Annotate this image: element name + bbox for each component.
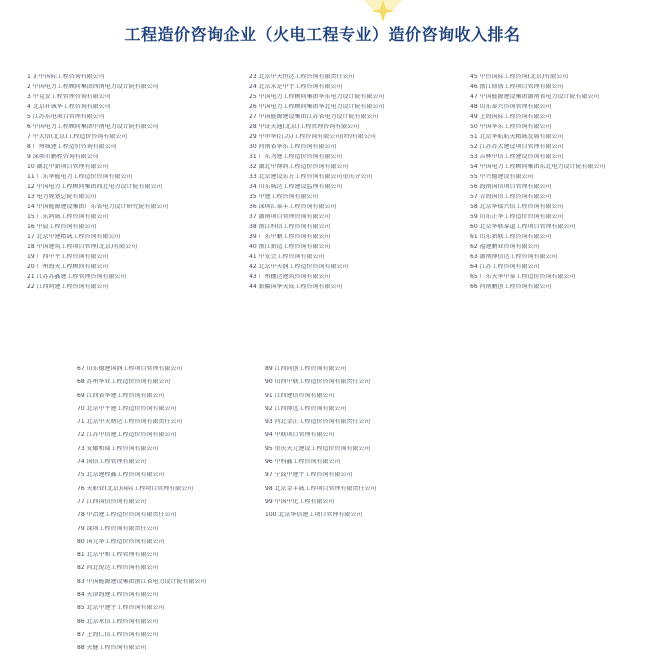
ranking-item: 98 北京金丰诚工程项目管理有限责任公司: [265, 485, 377, 492]
ranking-item: 50 中国华东工程咨询有限公司: [470, 124, 552, 130]
ranking-item: 51 北京华航航天精诚发展有限公司: [470, 134, 564, 140]
ranking-item: 28 中证天通(北京)工程管理咨询有限公司: [249, 124, 360, 130]
ranking-item: 5 江苏东电项目管理有限公司: [27, 114, 105, 120]
ranking-item: 36 深圳汇泰丰工程咨询有限公司: [249, 204, 337, 210]
page-title: 工程造价咨询企业（火电工程专业）造价咨询收入排名: [124, 25, 521, 44]
ranking-item: 65 广东天华中泰工程造价咨询有限公司: [470, 274, 576, 280]
ranking-item: 4 北京祥诚华工程咨询有限公司: [27, 104, 111, 110]
ranking-item: 67 山东德建国润工程项目管理有限公司: [77, 366, 183, 372]
ranking-column-1: [27, 74, 169, 294]
ranking-item: 96 中科鑫工程咨询有限公司: [265, 459, 341, 466]
ranking-item: 25 中国电力工程顾问集团华东电力设计院有限公司: [249, 94, 385, 100]
ranking-item: 22 江西鸿建工程咨询有限公司: [27, 284, 109, 290]
ranking-item: 100 北京华信建工项目管理有限公司: [265, 512, 363, 519]
ranking-item: 54 中国电力工程顾问集团东北电力设计院有限公司: [470, 164, 606, 170]
ranking-item: 61 山东新联工程咨询有限公司: [470, 234, 552, 240]
ranking-item: 33 北京建设东方工程咨询有限公司重庆分公司: [249, 174, 373, 180]
sparkle-decoration: [362, 0, 404, 22]
ranking-item: 62 福建鹏业咨询有限公司: [470, 244, 540, 250]
ranking-item: 43 广州穗达建筑咨询有限公司: [249, 274, 331, 280]
ranking-item: 63 湖南博信达工程咨询有限公司: [470, 254, 558, 260]
ranking-item: 75 北京建程鑫工程咨询有限公司: [77, 472, 165, 479]
ranking-item: 91 江西建信咨询有限公司: [265, 392, 335, 399]
ranking-item: 92 江西博远工程咨询有限公司: [265, 405, 347, 412]
ranking-item: 26 中国电力工程顾问集团华北电力设计院有限公司: [249, 104, 385, 110]
ranking-item: 68 苏州华业工程造价咨询有限公司: [77, 379, 171, 386]
ranking-item: 44 新疆国华天成工程咨询有限公司: [249, 284, 343, 290]
ranking-item: 60 北京华联泰道工程项目管理有限公司: [470, 224, 576, 230]
ranking-item: 56 海南国信项目管理有限公司: [470, 184, 552, 190]
ranking-item: 95 重庆天元建设工程造价咨询有限公司: [265, 445, 371, 452]
ranking-item: 46 浙江鼎盛工程项目管理有限公司: [470, 84, 564, 90]
ranking-item: 97 宁波中建宇工程咨询有限公司: [265, 472, 353, 479]
ranking-item: 71 北京中天财达工程咨询有限责任公司: [77, 419, 183, 426]
ranking-item: 83 中国能源建设集团浙江省电力设计院有限公司: [77, 578, 207, 585]
ranking-item: 24 北京求是中宇工程咨询有限公司: [249, 84, 343, 90]
ranking-item: 87 上海仁信工程咨询有限公司: [77, 631, 159, 638]
ranking-item: 72 江苏中信建工程造价咨询有限公司: [77, 432, 177, 439]
ranking-item: 40 浙江新造工程咨询有限公司: [249, 244, 331, 250]
ranking-item: 70 北京中平建工程造价咨询有限公司: [77, 405, 177, 412]
ranking-item: 7 中大信(北京)工程造价咨询有限公司: [27, 134, 128, 140]
ranking-item: 23 北京中天恒达工程咨询有限责任公司: [249, 74, 355, 80]
ranking-item: 21 江苏苏鑫建工程管理咨询有限公司: [27, 274, 127, 280]
ranking-item: 52 江苏苏大建设项目管理有限公司: [470, 144, 564, 150]
ranking-item: 74 国信工程管理有限公司: [77, 459, 147, 466]
ranking-item: 89 江西同创工程咨询有限公司: [265, 366, 347, 372]
ranking-item: 82 河北锐达工程咨询有限公司: [77, 565, 159, 572]
ranking-item: 10 湖北中新项目管理有限公司: [27, 164, 109, 170]
ranking-item: 29 中审华(江苏)工程咨询有限公司(特)有限公司: [249, 134, 376, 140]
ranking-item: 78 中冶建工程造价咨询有限责任公司: [77, 512, 177, 519]
ranking-item: 35 中建工程咨询有限公司: [249, 194, 319, 200]
ranking-item: 77 江西国信咨询有限公司: [77, 498, 147, 505]
ranking-column-4: [77, 366, 207, 659]
ranking-item: 57 青海国信工程咨询有限公司: [470, 194, 552, 200]
ranking-item: 37 湖南项目管理咨询有限公司: [249, 214, 331, 220]
ranking-item: 81 北京中和工程管理有限公司: [77, 552, 159, 559]
ranking-item: 59 山东正华工程造价咨询有限公司: [470, 214, 564, 220]
ranking-item: 41 中安会工程咨询有限公司: [249, 254, 325, 260]
ranking-item: 39 广东中鹏工程咨询有限公司: [249, 234, 331, 240]
ranking-item: 47 中国能源建设集团湖南省电力设计院有限公司: [470, 94, 600, 100]
ranking-item: 11 广东华能电力工程造价咨询有限公司: [27, 174, 133, 180]
ranking-item: 86 北京永信工程咨询有限公司: [77, 618, 159, 625]
ranking-item: 32 湖北中博鸿工程造价咨询有限公司: [249, 164, 349, 170]
ranking-item: 99 中国中化工程有限公司: [265, 498, 335, 505]
ranking-item: 45 中咨国际工程咨询(北京)有限公司: [470, 74, 569, 80]
ranking-item: 88 天健工程咨询有限公司: [77, 645, 147, 652]
ranking-item: 76 天职业(北京)国际工程项目管理有限公司: [77, 485, 194, 492]
ranking-item: 2 中国电力工程顾问集团西南电力设计院有限公司: [27, 84, 159, 90]
ranking-item: 16 中晨工程咨询有限公司: [27, 224, 97, 230]
ranking-item: 27 中国能源建设集团江苏省电力设计院有限公司: [249, 114, 379, 120]
ranking-item: 48 山东泰兴咨询管理有限公司: [470, 104, 552, 110]
ranking-item: 15 广东鸿诚工程咨询有限公司: [27, 214, 109, 220]
ranking-item: 85 北京中建宇工程咨询有限公司: [77, 605, 165, 612]
ranking-item: 79 深圳工程咨询有限责任公司: [77, 525, 159, 532]
ranking-item: 6 中国电力工程顾问集团中南电力设计院有限公司: [27, 124, 159, 130]
ranking-item: 94 中联项目管理有限公司: [265, 432, 335, 439]
ranking-item: 30 河南省华东工程咨询有限公司: [249, 144, 337, 150]
ranking-item: 3 中竞发工程管理咨询有限公司: [27, 94, 111, 100]
ranking-item: 66 河南鹏创工程咨询有限公司: [470, 284, 552, 290]
ranking-column-5: [265, 366, 377, 526]
ranking-item: 58 北京华瑞兴信工程咨询有限公司: [470, 204, 564, 210]
ranking-item: 9 深圳市鹏程咨询有限公司: [27, 154, 99, 160]
ranking-item: 8 广州城建工程造价咨询有限公司: [27, 144, 117, 150]
ranking-item: 73 安徽和瑞工程咨询有限公司: [77, 445, 159, 452]
ranking-item: 84 天津海建工程咨询有限公司: [77, 592, 159, 599]
ranking-item: 17 北京中建精诚工程咨询有限公司: [27, 234, 121, 240]
ranking-item: 14 中国能源建设集团广东省电力设计研究院有限公司: [27, 204, 169, 210]
ranking-item: 31 广东为建工程造价咨询有限公司: [249, 154, 343, 160]
ranking-item: 64 江苏工程咨询有限公司: [470, 264, 540, 270]
ranking-item: 18 中国建筑工程项目管理(北京)有限公司: [27, 244, 138, 250]
ranking-item: 20 广州海天工程顾问有限公司: [27, 264, 109, 270]
ranking-column-3: [470, 74, 606, 294]
ranking-item: 34 山东城达工程建设监理有限公司: [249, 184, 343, 190]
ranking-item: 1 正中国际工程咨询有限公司: [27, 74, 105, 80]
ranking-item: 12 中国电力工程顾问集团西北电力设计院有限公司: [27, 184, 163, 190]
ranking-item: 69 江西省华建工程咨询有限公司: [77, 392, 165, 399]
ranking-item: 93 河北金正工程造价咨询有限责任公司: [265, 419, 371, 426]
ranking-item: 19 广西中平工程咨询有限公司: [27, 254, 109, 260]
ranking-item: 53 吉林中信工程建设咨询有限公司: [470, 154, 564, 160]
ranking-item: 55 中兴德建设有限公司: [470, 174, 534, 180]
ranking-item: 42 北京中天润工程造价咨询有限公司: [249, 264, 349, 270]
ranking-item: 13 电力规划总院有限公司: [27, 194, 97, 200]
ranking-column-2: [249, 74, 385, 294]
ranking-item: 49 上海国际工程咨询有限公司: [470, 114, 552, 120]
ranking-item: 90 山西中联工程造价咨询有限责任公司: [265, 379, 371, 386]
ranking-item: 80 国元华工程造价咨询有限公司: [77, 538, 165, 545]
ranking-item: 38 浙江科信工程咨询有限公司: [249, 224, 331, 230]
